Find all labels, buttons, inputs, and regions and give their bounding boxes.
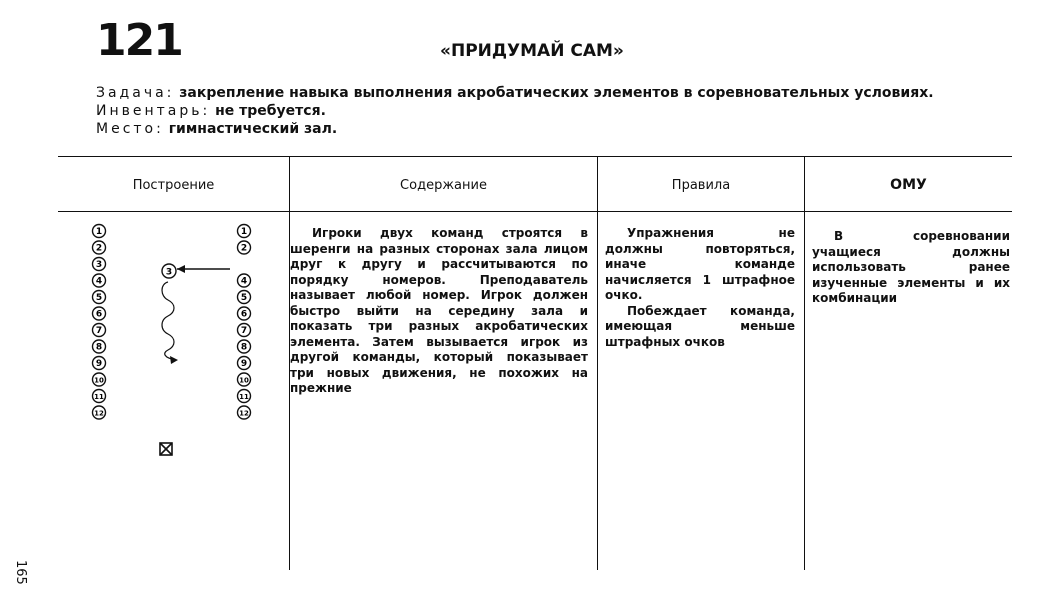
equipment-label: Инвентарь: bbox=[96, 103, 211, 119]
equipment-line bbox=[96, 102, 934, 120]
rules-cell bbox=[605, 226, 795, 350]
right-player-4 bbox=[238, 274, 251, 287]
left-player-number: 4 bbox=[95, 276, 103, 287]
task-value: закрепление навыка выполнения акробатических элементов в соревновательных условиях. bbox=[179, 85, 934, 101]
left-player-number: 10 bbox=[94, 376, 104, 385]
left-player-1 bbox=[93, 225, 106, 238]
move-arrow-icon bbox=[177, 265, 230, 273]
right-player-5 bbox=[238, 291, 251, 304]
column-divider-3 bbox=[804, 156, 805, 570]
right-player-10 bbox=[238, 373, 251, 386]
page-number: 165 bbox=[13, 560, 28, 585]
game-meta bbox=[96, 84, 934, 138]
right-player-9 bbox=[238, 357, 251, 370]
left-player-number: 9 bbox=[95, 359, 103, 370]
left-player-number: 3 bbox=[95, 260, 103, 271]
game-number: 121 bbox=[96, 15, 182, 66]
left-player-number: 2 bbox=[95, 243, 103, 254]
right-player-number: 12 bbox=[239, 409, 249, 418]
right-player-6 bbox=[238, 307, 251, 320]
right-player-number: 11 bbox=[239, 393, 249, 402]
left-player-2 bbox=[93, 241, 106, 254]
table-top-border bbox=[58, 156, 1012, 157]
omu-cell: В соревновании учащиеся должны использовать ранее изученные элементы и их комбинации bbox=[812, 229, 1010, 305]
table-header-border bbox=[58, 211, 1012, 212]
task-label: Задача: bbox=[96, 85, 175, 101]
place-value: гимнастический зал. bbox=[168, 121, 338, 137]
left-player-7 bbox=[93, 324, 106, 337]
right-player-number: 4 bbox=[240, 276, 248, 287]
right-player-number: 6 bbox=[240, 309, 248, 320]
game-title: «ПРИДУМАЙ САМ» bbox=[440, 41, 624, 61]
left-player-number: 8 bbox=[95, 342, 103, 353]
left-player-number: 5 bbox=[95, 293, 103, 304]
acrobatics-arrow-head-icon bbox=[170, 356, 178, 364]
right-player-2 bbox=[238, 241, 251, 254]
teacher-icon bbox=[160, 443, 172, 455]
right-player-1 bbox=[238, 225, 251, 238]
right-player-number: 7 bbox=[240, 326, 248, 337]
right-player-number: 9 bbox=[240, 359, 248, 370]
left-player-number: 12 bbox=[94, 409, 104, 418]
right-player-8 bbox=[238, 340, 251, 353]
acrobatics-path-icon bbox=[162, 282, 176, 360]
right-player-12 bbox=[238, 406, 251, 419]
left-player-number: 7 bbox=[95, 326, 103, 337]
left-team-line bbox=[93, 225, 106, 420]
column-header-content: Содержание bbox=[400, 177, 487, 193]
left-player-10 bbox=[93, 373, 106, 386]
left-player-5 bbox=[93, 291, 106, 304]
task-line bbox=[96, 84, 934, 102]
column-divider-2 bbox=[597, 156, 598, 570]
rule-item: Упражнения не должны повторяться, иначе команде начисляется 1 штрафное очко. bbox=[605, 226, 795, 302]
right-player-number: 2 bbox=[240, 243, 248, 254]
left-player-9 bbox=[93, 357, 106, 370]
moving-player bbox=[162, 264, 176, 278]
left-player-3 bbox=[93, 258, 106, 271]
right-team-line bbox=[238, 225, 251, 420]
rule-item: Побеждает команда, имеющая меньше штрафных очков bbox=[605, 303, 795, 349]
formation-diagram bbox=[80, 214, 280, 464]
left-player-8 bbox=[93, 340, 106, 353]
left-player-12 bbox=[93, 406, 106, 419]
right-player-11 bbox=[238, 390, 251, 403]
right-player-number: 5 bbox=[240, 293, 248, 304]
equipment-value: не требуется. bbox=[215, 103, 326, 119]
column-header-rules: Правила bbox=[671, 177, 731, 193]
left-player-number: 6 bbox=[95, 309, 103, 320]
left-player-4 bbox=[93, 274, 106, 287]
left-player-number: 1 bbox=[95, 227, 103, 238]
place-line bbox=[96, 120, 934, 138]
left-player-11 bbox=[93, 390, 106, 403]
place-label: Место: bbox=[96, 121, 164, 137]
right-player-number: 1 bbox=[240, 227, 248, 238]
right-player-number: 8 bbox=[240, 342, 248, 353]
column-header-omu: ОМУ bbox=[890, 177, 927, 193]
column-header-formation: Построение bbox=[132, 177, 215, 193]
right-player-number: 10 bbox=[239, 376, 249, 385]
left-player-number: 11 bbox=[94, 393, 104, 402]
moving-player-number: 3 bbox=[165, 267, 173, 278]
left-player-6 bbox=[93, 307, 106, 320]
right-player-7 bbox=[238, 324, 251, 337]
content-cell: Игроки двух команд строятся в шеренги на разных сторонах зала лицом друг к другу и рассчитываются по порядку номеров. Преподаватель называет любой номер. Игрок должен быстро выйти на середину зала и показать три разных акробатических элемента. Затем вызывается игрок из другой команды, который показывает три новых движения, не похожих на прежние bbox=[290, 226, 588, 395]
